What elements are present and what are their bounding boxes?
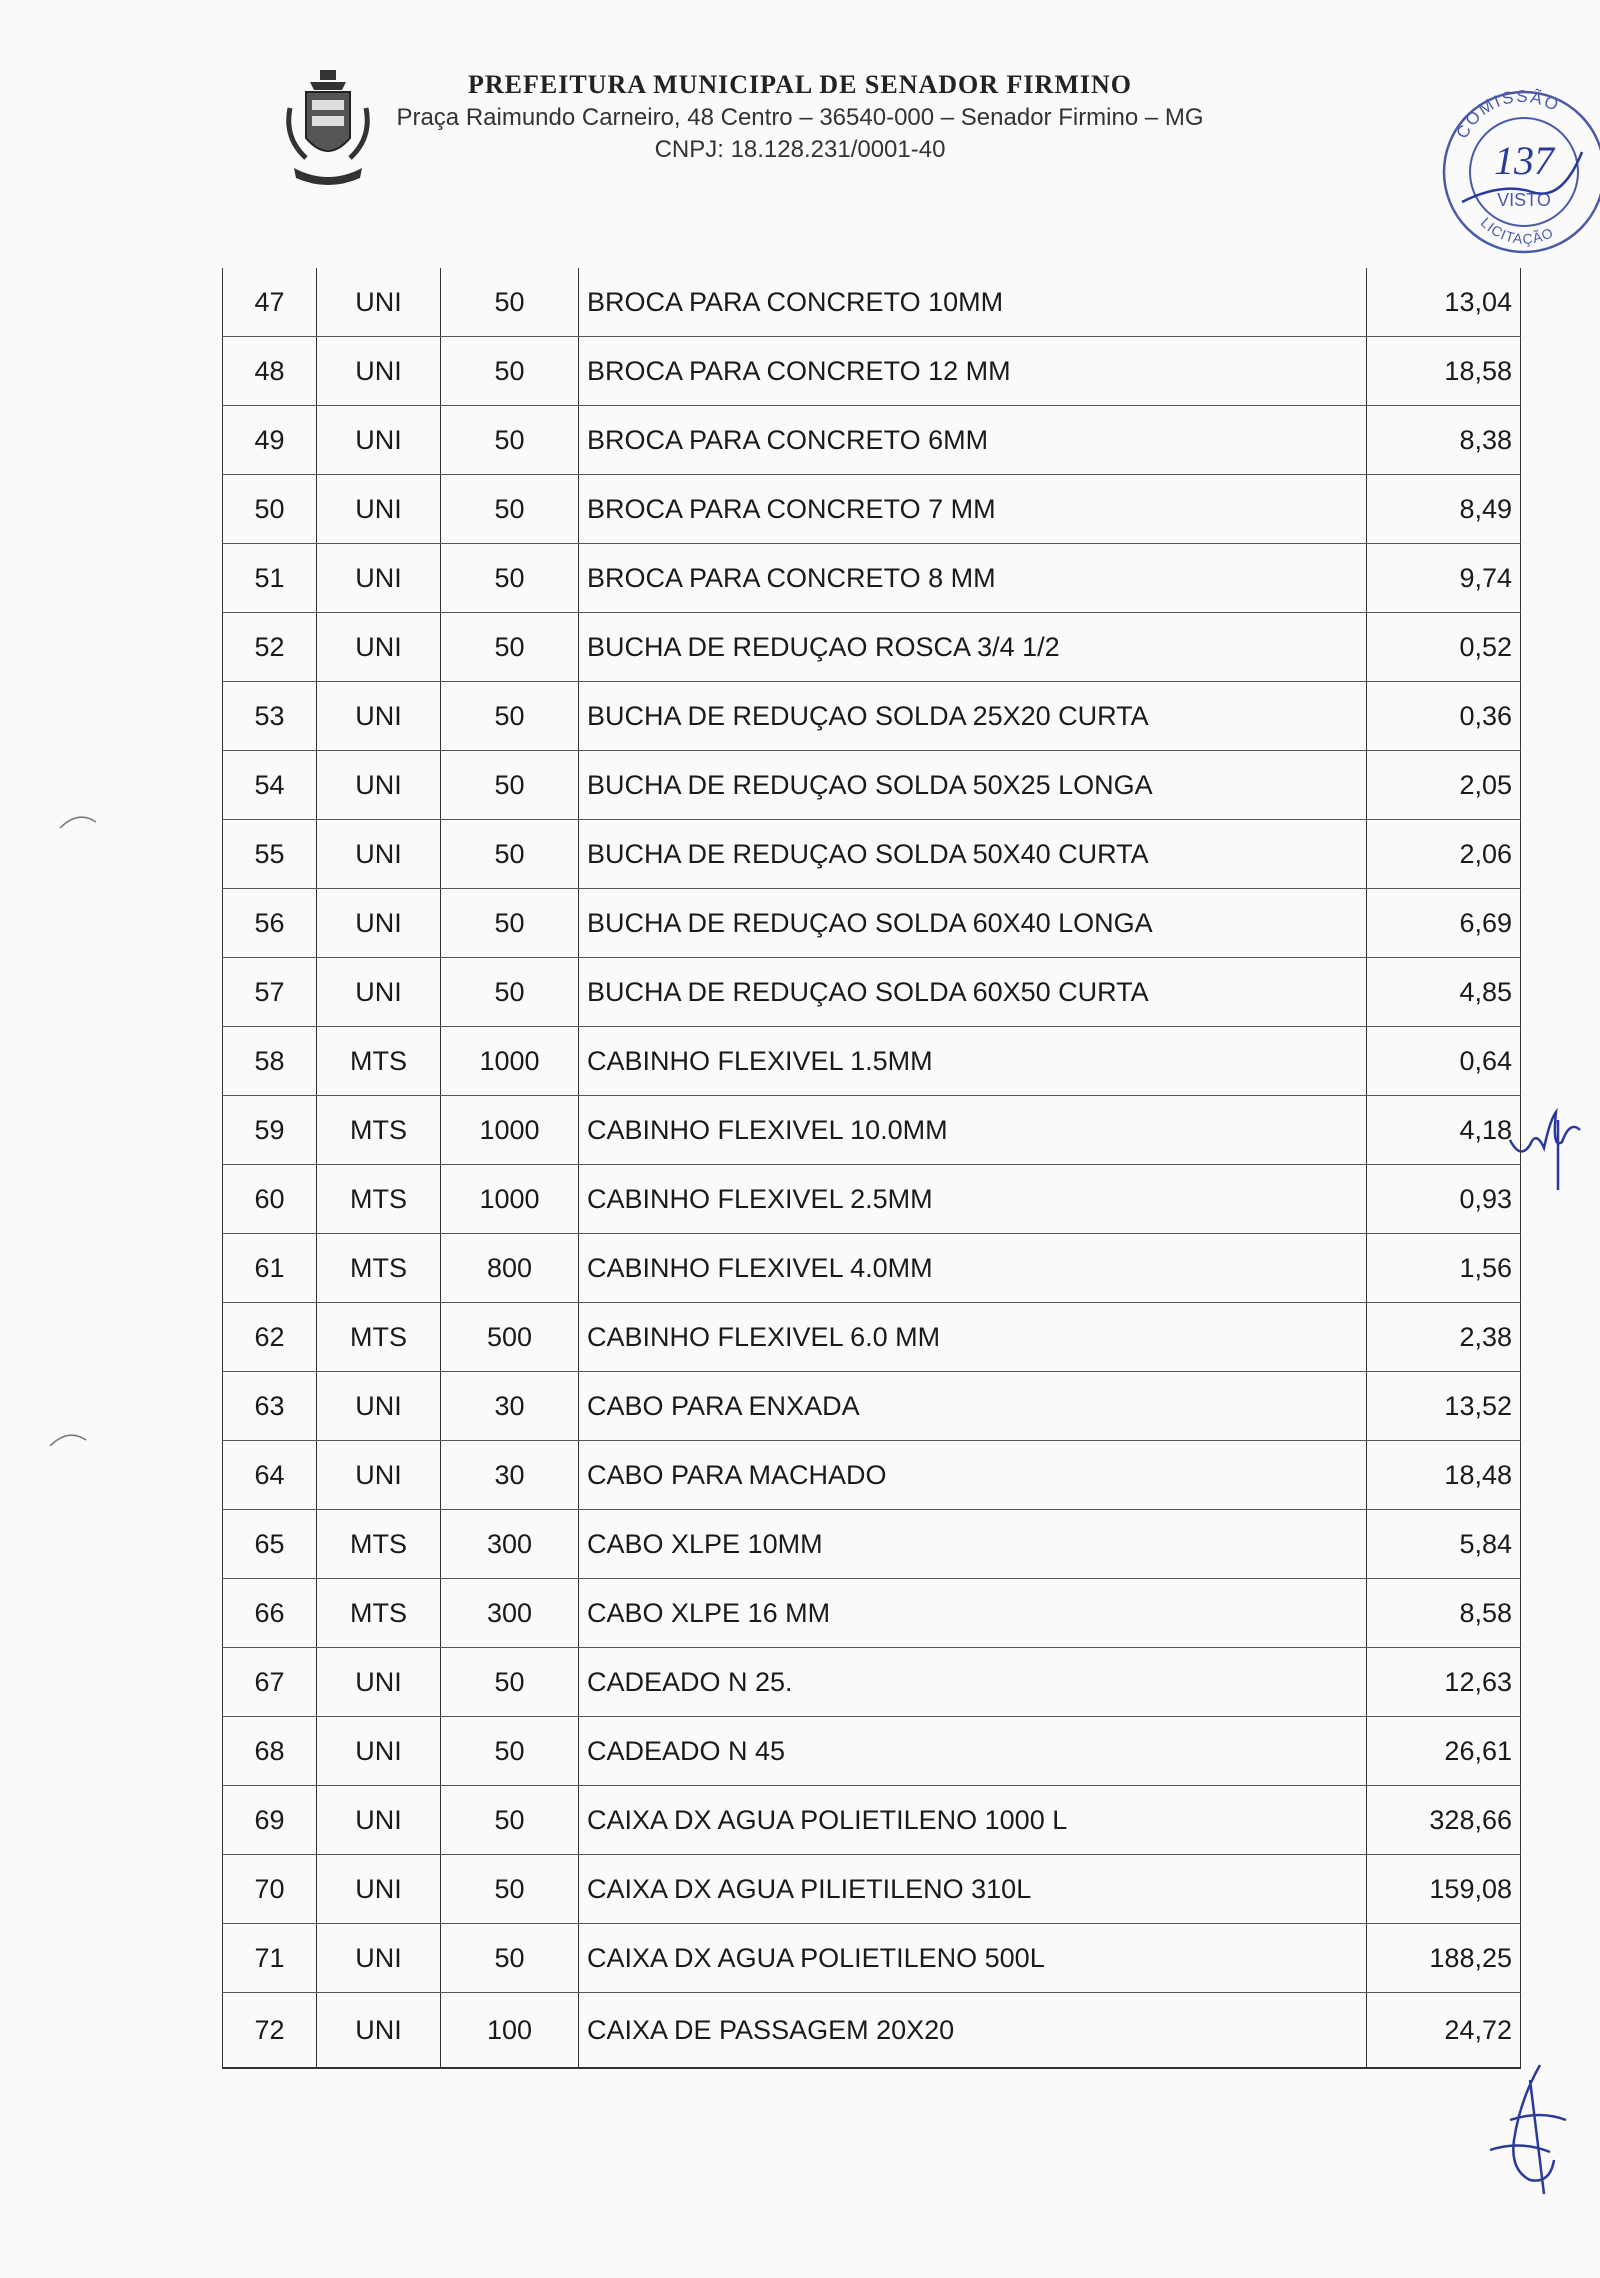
item-description: CAIXA DX AGUA POLIETILENO 500L	[579, 1924, 1367, 1993]
item-description: BROCA PARA CONCRETO 8 MM	[579, 544, 1367, 613]
table-row	[223, 1993, 1521, 2069]
item-description: CAIXA DX AGUA POLIETILENO 1000 L	[579, 1786, 1367, 1855]
item-quantity: 50	[441, 820, 579, 889]
handwritten-signature-icon	[1470, 2060, 1580, 2200]
table-row	[223, 1855, 1521, 1924]
item-description: BROCA PARA CONCRETO 10MM	[579, 268, 1367, 337]
item-price: 4,18	[1367, 1096, 1521, 1165]
item-number: 54	[223, 751, 317, 820]
item-price: 13,04	[1367, 268, 1521, 337]
table-row	[223, 1924, 1521, 1993]
item-price: 1,56	[1367, 1234, 1521, 1303]
table-row	[223, 751, 1521, 820]
item-description: CABO XLPE 10MM	[579, 1510, 1367, 1579]
item-description: CABO PARA MACHADO	[579, 1441, 1367, 1510]
item-quantity: 50	[441, 268, 579, 337]
item-unit: UNI	[317, 1441, 441, 1510]
item-price: 2,38	[1367, 1303, 1521, 1372]
item-description: CAIXA DE PASSAGEM 20X20	[579, 1993, 1367, 2069]
item-quantity: 50	[441, 1786, 579, 1855]
item-number: 70	[223, 1855, 317, 1924]
item-quantity: 500	[441, 1303, 579, 1372]
stamp-bottom-text: LICITAÇÃO	[1477, 214, 1557, 247]
item-description: CABINHO FLEXIVEL 10.0MM	[579, 1096, 1367, 1165]
item-unit: UNI	[317, 475, 441, 544]
item-quantity: 800	[441, 1234, 579, 1303]
item-description: BUCHA DE REDUÇAO ROSCA 3/4 1/2	[579, 613, 1367, 682]
municipality-address: Praça Raimundo Carneiro, 48 Centro – 36540-000 – Senador Firmino – MG	[396, 104, 1204, 131]
table-row	[223, 406, 1521, 475]
item-number: 59	[223, 1096, 317, 1165]
document-header	[0, 70, 1600, 164]
item-description: BUCHA DE REDUÇAO SOLDA 60X50 CURTA	[579, 958, 1367, 1027]
item-unit: UNI	[317, 613, 441, 682]
item-quantity: 50	[441, 751, 579, 820]
item-unit: UNI	[317, 1855, 441, 1924]
item-number: 50	[223, 475, 317, 544]
item-description: CABO XLPE 16 MM	[579, 1579, 1367, 1648]
stamp-top-text: COMISSÃO	[1452, 86, 1564, 142]
item-description: CABINHO FLEXIVEL 6.0 MM	[579, 1303, 1367, 1372]
item-description: BUCHA DE REDUÇAO SOLDA 60X40 LONGA	[579, 889, 1367, 958]
item-unit: UNI	[317, 751, 441, 820]
item-price: 4,85	[1367, 958, 1521, 1027]
table-row	[223, 1786, 1521, 1855]
item-price: 8,49	[1367, 475, 1521, 544]
item-number: 58	[223, 1027, 317, 1096]
table-row	[223, 1096, 1521, 1165]
item-number: 52	[223, 613, 317, 682]
item-unit: UNI	[317, 820, 441, 889]
item-unit: UNI	[317, 1924, 441, 1993]
svg-text:LICITAÇÃO	[1478, 214, 1556, 247]
item-description: CADEADO N 45	[579, 1717, 1367, 1786]
item-price: 5,84	[1367, 1510, 1521, 1579]
item-number: 72	[223, 1993, 317, 2069]
item-price: 12,63	[1367, 1648, 1521, 1717]
table-row	[223, 544, 1521, 613]
item-price: 24,72	[1367, 1993, 1521, 2069]
item-quantity: 50	[441, 337, 579, 406]
item-quantity: 30	[441, 1372, 579, 1441]
item-quantity: 300	[441, 1510, 579, 1579]
item-price: 2,06	[1367, 820, 1521, 889]
item-description: BROCA PARA CONCRETO 6MM	[579, 406, 1367, 475]
table-row	[223, 613, 1521, 682]
item-unit: MTS	[317, 1165, 441, 1234]
item-number: 60	[223, 1165, 317, 1234]
item-unit: UNI	[317, 1717, 441, 1786]
item-number: 53	[223, 682, 317, 751]
item-number: 48	[223, 337, 317, 406]
item-unit: MTS	[317, 1234, 441, 1303]
item-price: 0,93	[1367, 1165, 1521, 1234]
municipality-cnpj: CNPJ: 18.128.231/0001-40	[654, 136, 946, 163]
item-unit: UNI	[317, 544, 441, 613]
item-number: 69	[223, 1786, 317, 1855]
item-unit: UNI	[317, 958, 441, 1027]
item-unit: UNI	[317, 1993, 441, 2069]
item-description: CABINHO FLEXIVEL 2.5MM	[579, 1165, 1367, 1234]
item-description: CADEADO N 25.	[579, 1648, 1367, 1717]
table-row	[223, 1441, 1521, 1510]
item-price: 8,38	[1367, 406, 1521, 475]
table-row	[223, 889, 1521, 958]
item-price: 188,25	[1367, 1924, 1521, 1993]
table-row	[223, 682, 1521, 751]
item-description: CABINHO FLEXIVEL 1.5MM	[579, 1027, 1367, 1096]
item-price: 26,61	[1367, 1717, 1521, 1786]
item-quantity: 50	[441, 613, 579, 682]
commission-seal-icon	[1432, 62, 1600, 262]
table-row	[223, 1648, 1521, 1717]
item-description: BROCA PARA CONCRETO 12 MM	[579, 337, 1367, 406]
item-unit: MTS	[317, 1027, 441, 1096]
item-price: 6,69	[1367, 889, 1521, 958]
item-number: 65	[223, 1510, 317, 1579]
item-unit: UNI	[317, 337, 441, 406]
item-description: CABO PARA ENXADA	[579, 1372, 1367, 1441]
item-unit: UNI	[317, 268, 441, 337]
item-price: 0,52	[1367, 613, 1521, 682]
item-quantity: 1000	[441, 1165, 579, 1234]
item-quantity: 30	[441, 1441, 579, 1510]
items-price-table	[222, 268, 1521, 2069]
item-number: 68	[223, 1717, 317, 1786]
item-quantity: 300	[441, 1579, 579, 1648]
item-price: 18,58	[1367, 337, 1521, 406]
table-row	[223, 1027, 1521, 1096]
item-number: 63	[223, 1372, 317, 1441]
item-unit: UNI	[317, 889, 441, 958]
item-price: 8,58	[1367, 1579, 1521, 1648]
item-quantity: 50	[441, 1717, 579, 1786]
item-quantity: 100	[441, 1993, 579, 2069]
scan-mark-icon	[48, 1426, 88, 1450]
item-description: BUCHA DE REDUÇAO SOLDA 25X20 CURTA	[579, 682, 1367, 751]
item-number: 67	[223, 1648, 317, 1717]
item-description: CAIXA DX AGUA PILIETILENO 310L	[579, 1855, 1367, 1924]
stamp-page-number: 137	[1494, 138, 1554, 183]
table-row	[223, 1717, 1521, 1786]
table-row	[223, 958, 1521, 1027]
item-quantity: 50	[441, 1924, 579, 1993]
item-quantity: 1000	[441, 1027, 579, 1096]
table-row	[223, 268, 1521, 337]
item-number: 61	[223, 1234, 317, 1303]
item-unit: MTS	[317, 1579, 441, 1648]
table-row	[223, 337, 1521, 406]
item-number: 47	[223, 268, 317, 337]
item-quantity: 50	[441, 544, 579, 613]
item-number: 71	[223, 1924, 317, 1993]
item-description: CABINHO FLEXIVEL 4.0MM	[579, 1234, 1367, 1303]
item-unit: UNI	[317, 406, 441, 475]
item-unit: UNI	[317, 682, 441, 751]
item-quantity: 50	[441, 406, 579, 475]
item-unit: MTS	[317, 1096, 441, 1165]
table-row	[223, 1303, 1521, 1372]
item-unit: UNI	[317, 1786, 441, 1855]
item-price: 18,48	[1367, 1441, 1521, 1510]
municipality-title: PREFEITURA MUNICIPAL DE SENADOR FIRMINO	[467, 70, 1132, 99]
item-unit: UNI	[317, 1372, 441, 1441]
item-quantity: 50	[441, 958, 579, 1027]
item-number: 62	[223, 1303, 317, 1372]
item-description: BUCHA DE REDUÇAO SOLDA 50X40 CURTA	[579, 820, 1367, 889]
item-price: 0,36	[1367, 682, 1521, 751]
item-unit: MTS	[317, 1510, 441, 1579]
item-unit: UNI	[317, 1648, 441, 1717]
item-quantity: 50	[441, 682, 579, 751]
item-description: BUCHA DE REDUÇAO SOLDA 50X25 LONGA	[579, 751, 1367, 820]
item-number: 64	[223, 1441, 317, 1510]
item-price: 159,08	[1367, 1855, 1521, 1924]
stamp-center-text: VISTO	[1497, 190, 1551, 210]
item-number: 56	[223, 889, 317, 958]
item-price: 9,74	[1367, 544, 1521, 613]
item-number: 55	[223, 820, 317, 889]
item-description: BROCA PARA CONCRETO 7 MM	[579, 475, 1367, 544]
table-row	[223, 1234, 1521, 1303]
item-price: 2,05	[1367, 751, 1521, 820]
table-row	[223, 1510, 1521, 1579]
scan-mark-icon	[58, 808, 98, 832]
item-quantity: 50	[441, 889, 579, 958]
table-row	[223, 1372, 1521, 1441]
item-number: 49	[223, 406, 317, 475]
item-price: 328,66	[1367, 1786, 1521, 1855]
table-row	[223, 1579, 1521, 1648]
table-row	[223, 475, 1521, 544]
item-number: 57	[223, 958, 317, 1027]
table-row	[223, 820, 1521, 889]
item-quantity: 1000	[441, 1096, 579, 1165]
item-price: 0,64	[1367, 1027, 1521, 1096]
item-number: 51	[223, 544, 317, 613]
table-row	[223, 1165, 1521, 1234]
item-quantity: 50	[441, 1855, 579, 1924]
item-quantity: 50	[441, 1648, 579, 1717]
item-price: 13,52	[1367, 1372, 1521, 1441]
item-number: 66	[223, 1579, 317, 1648]
item-unit: MTS	[317, 1303, 441, 1372]
item-quantity: 50	[441, 475, 579, 544]
